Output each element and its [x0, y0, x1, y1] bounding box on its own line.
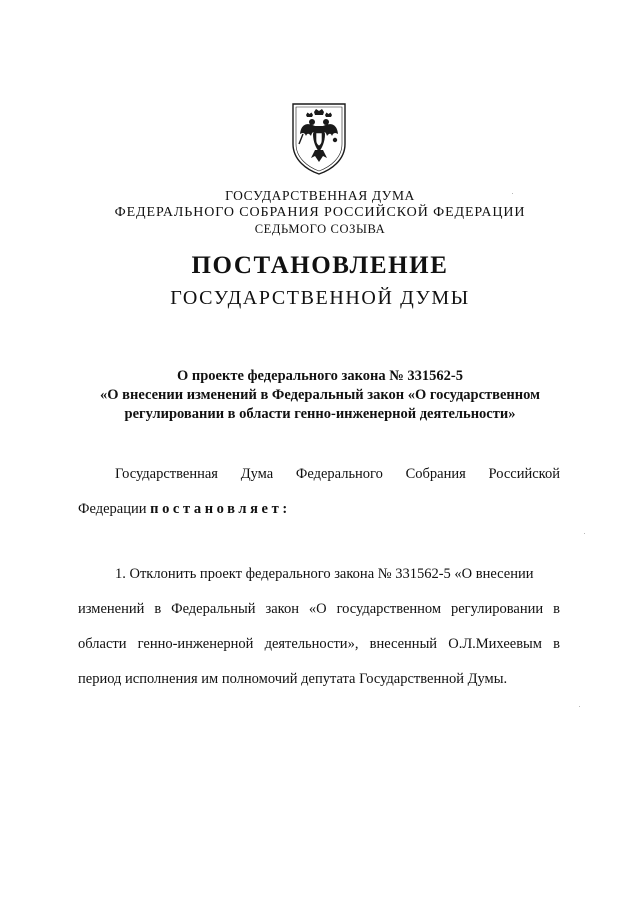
scan-speck: [584, 533, 585, 534]
subject-line-2: «О внесении изменений в Федеральный закон «О государственном: [100, 387, 540, 403]
coat-of-arms-icon: [287, 100, 351, 176]
paragraph-word: в: [154, 601, 162, 617]
paragraph-word: Федеральный: [171, 601, 256, 617]
paragraph-word: области: [78, 636, 127, 652]
scan-speck: [512, 193, 513, 194]
paragraph-word: в: [553, 601, 560, 617]
preamble-line-2: [78, 501, 291, 518]
paragraph-word: в: [553, 636, 560, 652]
preamble-verb: постановляет:: [150, 501, 291, 517]
document-type-title: ПОСТАНОВЛЕНИЕ: [191, 252, 449, 279]
preamble-lead: Федерации: [78, 501, 147, 517]
header-line-1: ГОСУДАРСТВЕННАЯ ДУМА: [225, 188, 415, 203]
paragraph-1-line-1: 1. Отклонить проект федерального закона № 331562-5 «О внесении: [115, 566, 534, 582]
paragraph-1-line-3: [78, 636, 560, 653]
paragraph-1-line-2: [78, 601, 560, 618]
preamble-word: Российской: [488, 466, 560, 482]
preamble-line-1: [115, 466, 560, 483]
paragraph-word: государственном: [336, 601, 442, 617]
paragraph-word: закон: [265, 601, 299, 617]
subject-line-1: О проекте федерального закона № 331562-5: [176, 368, 464, 384]
preamble-word: Собрания: [405, 466, 466, 482]
document-issuer-title: ГОСУДАРСТВЕННОЙ ДУМЫ: [170, 287, 470, 309]
paragraph-word: генно-инженерной: [137, 636, 254, 652]
preamble-word: Федерального: [295, 466, 383, 482]
header-line-2: ФЕДЕРАЛЬНОГО СОБРАНИЯ РОССИЙСКОЙ ФЕДЕРАЦИИ: [114, 205, 526, 220]
preamble-word: Дума: [240, 466, 274, 482]
preamble-word: Государственная: [115, 466, 218, 482]
scan-speck: [579, 706, 580, 707]
paragraph-word: О.Л.Михеевым: [448, 636, 542, 652]
subject-line-3: регулировании в области генно-инженерной деятельности»: [124, 406, 516, 422]
paragraph-1-line-4: период исполнения им полномочий депутата Государственной Думы.: [78, 671, 508, 687]
paragraph-word: деятельности»,: [264, 636, 359, 652]
header-line-3: СЕДЬМОГО СОЗЫВА: [254, 222, 386, 236]
paragraph-word: регулировании: [451, 601, 544, 617]
paragraph-word: внесенный: [369, 636, 438, 652]
paragraph-word: «О: [308, 601, 327, 617]
paragraph-word: изменений: [78, 601, 145, 617]
